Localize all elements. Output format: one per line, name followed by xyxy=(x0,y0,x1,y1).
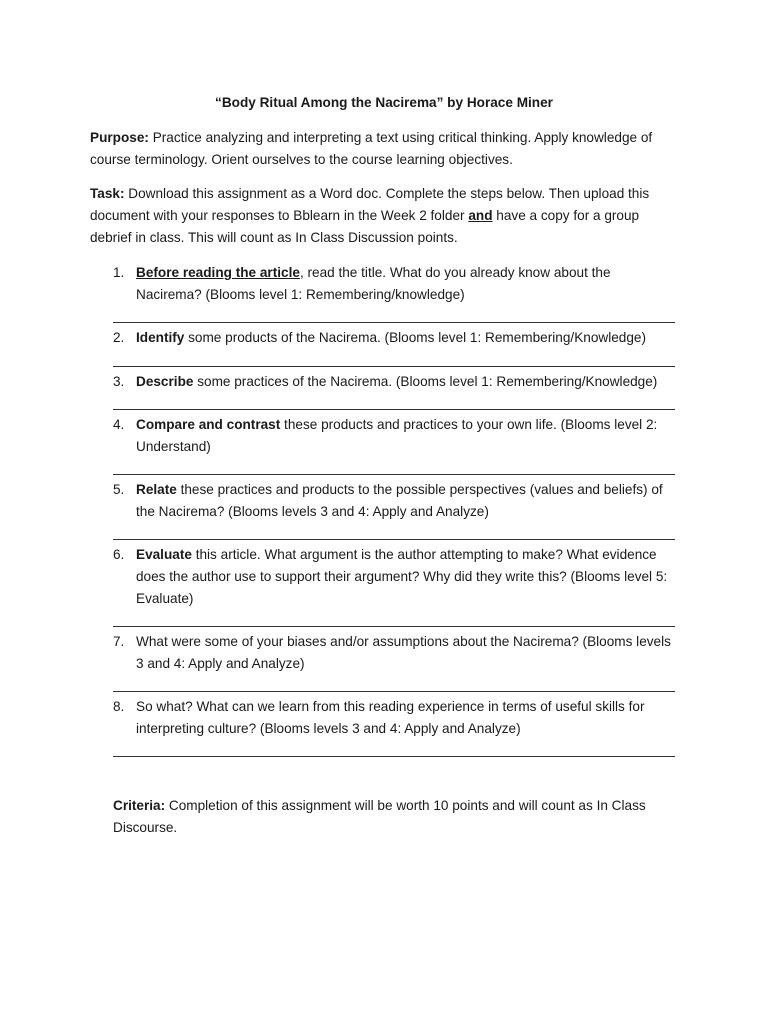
step-item-4 xyxy=(113,414,675,458)
step-number: 2. xyxy=(113,330,125,345)
criteria-text: Completion of this assignment will be worth 10 points and will count as In Class Discourse. xyxy=(113,798,646,835)
task-text-1: Download this assignment as a Word doc. Complete the steps below. Then upload this document with your responses to Bblearn in the Week 2 folder xyxy=(90,186,650,223)
step-lead: Relate xyxy=(136,482,177,497)
task-label: Task: xyxy=(90,186,125,201)
task-text-2: have a copy for a group debrief in class. This will count as In Class Discussion points. xyxy=(90,208,640,245)
step-text: these practices and products to the possible perspectives (values and beliefs) of the Nacirema? (Blooms levels 3 and 4: Apply and Analyze) xyxy=(136,482,663,519)
step-number: 6. xyxy=(113,547,125,562)
purpose-paragraph xyxy=(90,127,680,171)
step-item-7 xyxy=(113,631,675,675)
step-lead: Evaluate xyxy=(136,547,192,562)
answer-line-2[interactable] xyxy=(113,366,675,367)
step-text: this article. What argument is the author attempting to make? What evidence does the author use to support their argument? Why did they write this? (Blooms level 5: Evaluate) xyxy=(136,547,668,606)
step-item-6 xyxy=(113,544,675,610)
step-number: 4. xyxy=(113,417,125,432)
step-text: these products and practices to your own life. (Blooms level 2: Understand) xyxy=(136,417,658,454)
step-text: some products of the Nacirema. (Blooms level 1: Remembering/Knowledge) xyxy=(184,330,646,345)
step-number: 5. xyxy=(113,482,125,497)
step-lead: Before reading the article xyxy=(136,265,300,280)
step-text: some practices of the Nacirema. (Blooms level 1: Remembering/Knowledge) xyxy=(193,374,658,389)
step-lead: Compare and contrast xyxy=(136,417,281,432)
answer-line-4[interactable] xyxy=(113,474,675,475)
document-title: “Body Ritual Among the Nacirema” by Horace Miner xyxy=(215,95,553,110)
answer-line-1[interactable] xyxy=(113,322,675,323)
task-emphasis: and xyxy=(468,208,493,223)
answer-line-5[interactable] xyxy=(113,539,675,540)
step-text: So what? What can we learn from this reading experience in terms of useful skills for interpreting culture? (Blooms levels 3 and 4: Apply and Analyze) xyxy=(136,699,645,736)
step-item-3 xyxy=(113,371,675,393)
criteria-label: Criteria: xyxy=(113,798,166,813)
step-number: 7. xyxy=(113,634,125,649)
step-lead: Identify xyxy=(136,330,185,345)
step-item-1 xyxy=(113,262,675,306)
step-number: 8. xyxy=(113,699,125,714)
step-lead: Describe xyxy=(136,374,194,389)
step-text: What were some of your biases and/or assumptions about the Nacirema? (Blooms levels 3 and 4: Apply and Analyze) xyxy=(136,634,671,671)
step-text: , read the title. What do you already know about the Nacirema? (Blooms level 1: Remembering/knowledge) xyxy=(136,265,611,302)
step-number: 1. xyxy=(113,265,125,280)
step-item-5 xyxy=(113,479,675,523)
purpose-text: Practice analyzing and interpreting a text using critical thinking. Apply knowledge of course terminology. Orient ourselves to the course learning objectives. xyxy=(90,130,653,167)
answer-line-3[interactable] xyxy=(113,409,675,410)
step-number: 3. xyxy=(113,374,125,389)
step-item-8 xyxy=(113,696,675,740)
purpose-label: Purpose: xyxy=(90,130,149,145)
answer-line-8[interactable] xyxy=(113,756,675,757)
step-item-2 xyxy=(113,327,675,349)
task-paragraph xyxy=(90,183,680,249)
criteria-paragraph xyxy=(113,795,675,839)
answer-line-7[interactable] xyxy=(113,691,675,692)
answer-line-6[interactable] xyxy=(113,626,675,627)
